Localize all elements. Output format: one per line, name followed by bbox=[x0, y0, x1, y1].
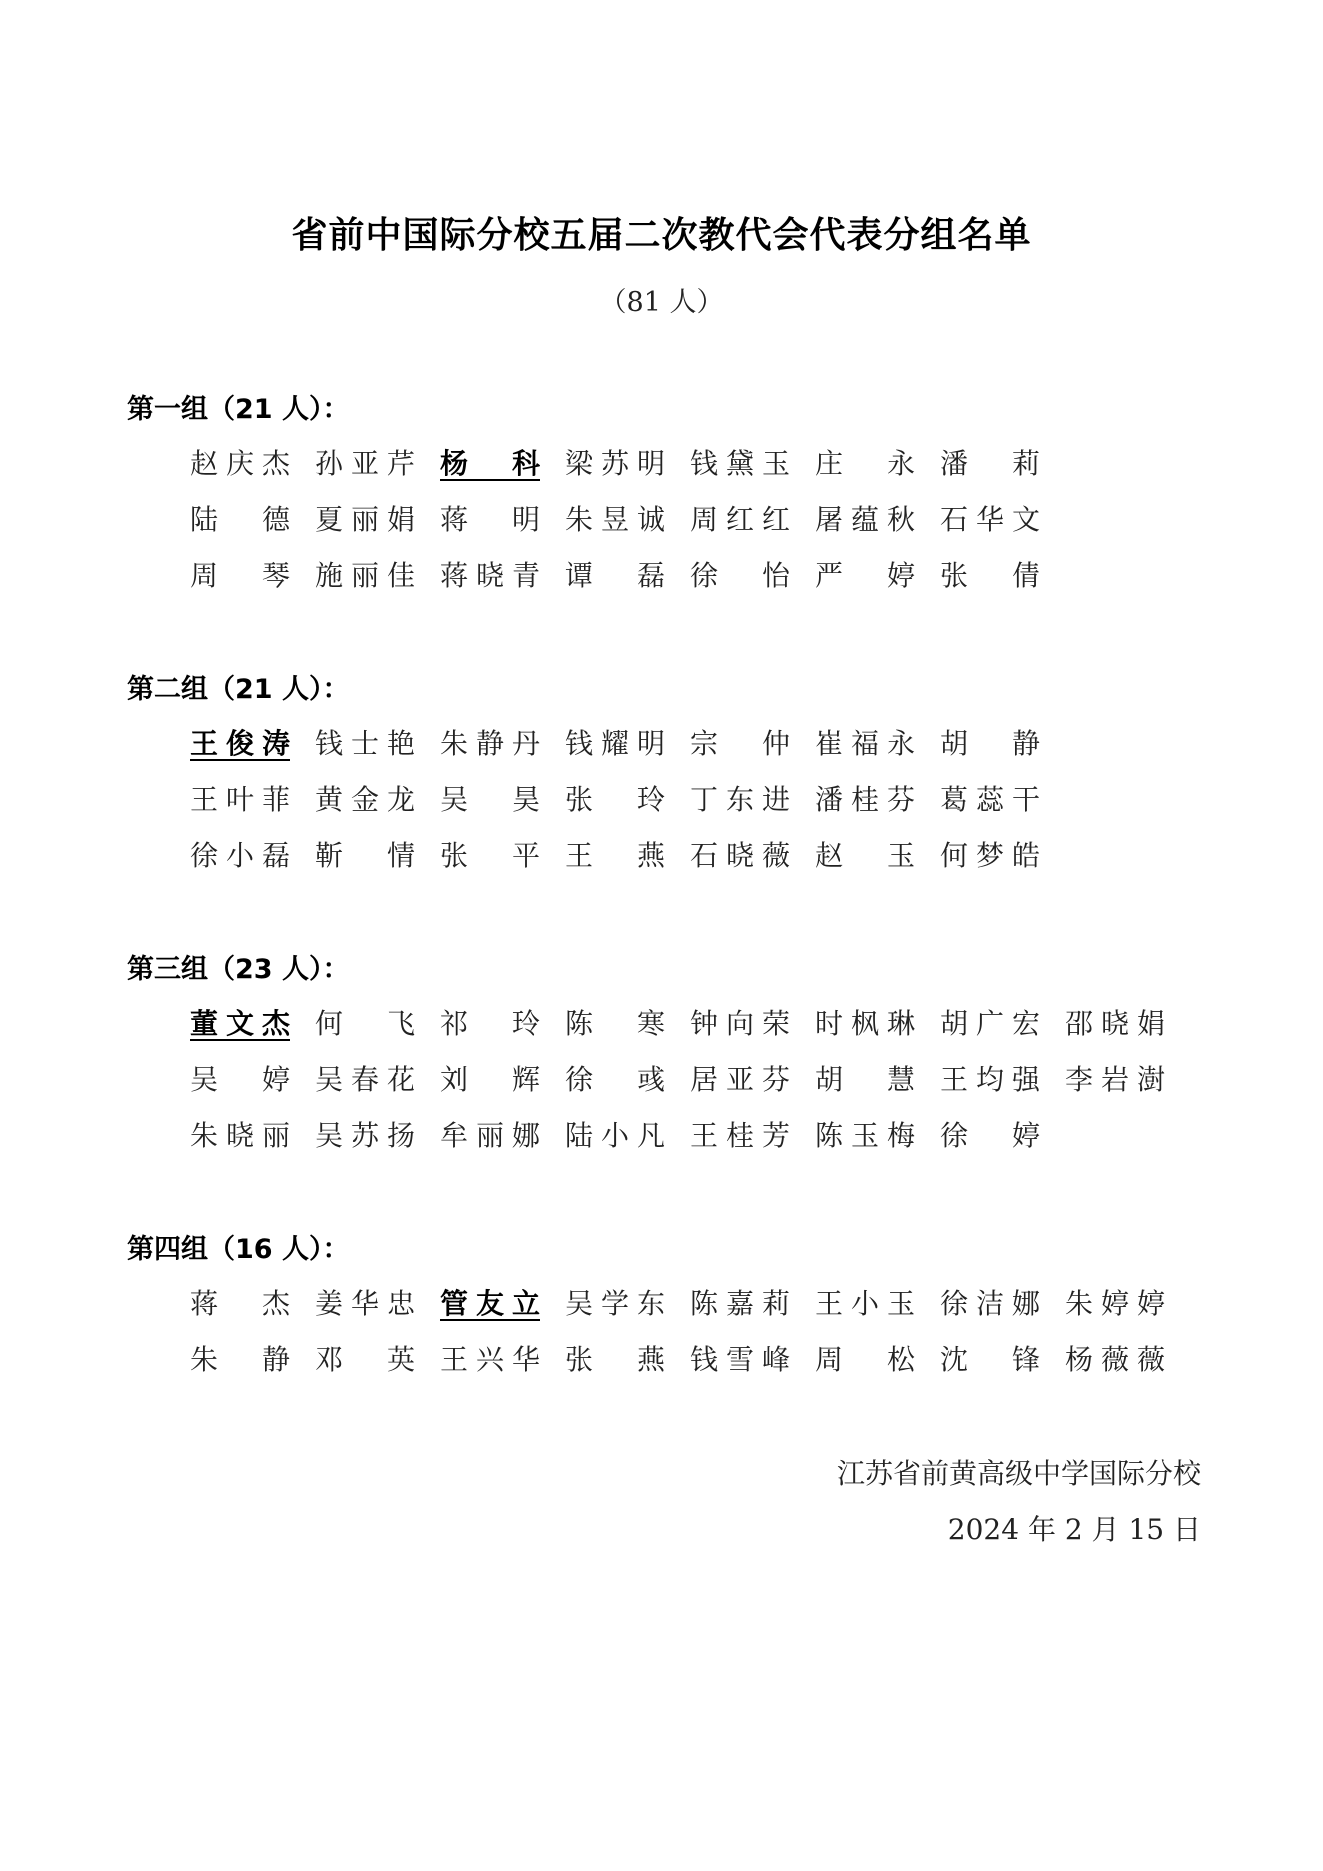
member-row bbox=[190, 780, 1227, 836]
member-name: 潘桂芬 bbox=[815, 783, 915, 816]
member-name: 吴 婷 bbox=[190, 1063, 290, 1096]
member-name: 祁 玲 bbox=[440, 1007, 540, 1040]
member-name: 王叶菲 bbox=[190, 783, 290, 816]
issuing-organization: 江苏省前黄高级中学国际分校 bbox=[836, 1457, 1201, 1490]
member-row bbox=[190, 1060, 1227, 1116]
member-name: 张 平 bbox=[440, 839, 540, 872]
member-name: 徐小磊 bbox=[190, 839, 290, 872]
member-name: 吴春花 bbox=[315, 1063, 415, 1096]
member-name: 周 松 bbox=[815, 1343, 915, 1376]
member-name: 牟丽娜 bbox=[440, 1119, 540, 1152]
member-name: 钱黛玉 bbox=[690, 447, 790, 480]
member-row bbox=[190, 1116, 1227, 1172]
member-name: 潘 莉 bbox=[940, 447, 1040, 480]
member-name: 徐 怡 bbox=[690, 559, 790, 592]
total-count: （81 人） bbox=[599, 287, 724, 318]
member-name: 赵庆杰 bbox=[190, 447, 290, 480]
member-name: 陈玉梅 bbox=[815, 1119, 915, 1152]
member-row bbox=[190, 444, 1227, 500]
member-name: 何 飞 bbox=[315, 1007, 415, 1040]
member-name: 张 玲 bbox=[565, 783, 665, 816]
member-name: 居亚芬 bbox=[690, 1063, 790, 1096]
member-name: 陆 德 bbox=[190, 503, 290, 536]
member-name: 朱晓丽 bbox=[190, 1119, 290, 1152]
group-leader-name: 王俊涛 bbox=[190, 727, 290, 760]
member-name: 陈嘉莉 bbox=[690, 1287, 790, 1320]
group-heading: 第二组（21 人）： bbox=[127, 674, 350, 705]
member-row bbox=[190, 1340, 1227, 1396]
member-name: 陆小凡 bbox=[565, 1119, 665, 1152]
member-name: 施丽佳 bbox=[315, 559, 415, 592]
group-section bbox=[127, 670, 1227, 892]
member-row bbox=[190, 556, 1227, 612]
member-name: 钱耀明 bbox=[565, 727, 665, 760]
member-row bbox=[190, 1004, 1227, 1060]
member-name: 王均强 bbox=[940, 1063, 1040, 1096]
member-name: 钟向荣 bbox=[690, 1007, 790, 1040]
group-leader-name: 杨 科 bbox=[440, 447, 540, 480]
member-name: 黄金龙 bbox=[315, 783, 415, 816]
page-title: 省前中国际分校五届二次教代会代表分组名单 bbox=[291, 215, 1032, 256]
member-name: 严 婷 bbox=[815, 559, 915, 592]
member-name: 谭 磊 bbox=[565, 559, 665, 592]
member-name: 杨薇薇 bbox=[1065, 1343, 1165, 1376]
member-name: 时枫琳 bbox=[815, 1007, 915, 1040]
member-name: 王 燕 bbox=[565, 839, 665, 872]
member-row bbox=[190, 724, 1227, 780]
member-name: 周红红 bbox=[690, 503, 790, 536]
member-name: 王兴华 bbox=[440, 1343, 540, 1376]
member-name: 赵 玉 bbox=[815, 839, 915, 872]
member-name: 屠蕴秋 bbox=[815, 503, 915, 536]
member-name: 邵晓娟 bbox=[1065, 1007, 1165, 1040]
member-name: 徐洁娜 bbox=[940, 1287, 1040, 1320]
member-name: 朱昱诚 bbox=[565, 503, 665, 536]
member-row bbox=[190, 836, 1227, 892]
member-name: 胡广宏 bbox=[940, 1007, 1040, 1040]
member-name: 梁苏明 bbox=[565, 447, 665, 480]
member-name: 周 琴 bbox=[190, 559, 290, 592]
member-name: 石华文 bbox=[940, 503, 1040, 536]
member-name: 钱士艳 bbox=[315, 727, 415, 760]
member-name: 王小玉 bbox=[815, 1287, 915, 1320]
member-name: 吴苏扬 bbox=[315, 1119, 415, 1152]
member-name: 吴 昊 bbox=[440, 783, 540, 816]
group-leader-name: 董文杰 bbox=[190, 1007, 290, 1040]
member-name: 钱雪峰 bbox=[690, 1343, 790, 1376]
member-row bbox=[190, 1284, 1227, 1340]
group-section bbox=[127, 1230, 1227, 1396]
member-name: 靳 情 bbox=[315, 839, 415, 872]
member-name: 孙亚芹 bbox=[315, 447, 415, 480]
member-name: 胡 静 bbox=[940, 727, 1040, 760]
member-name: 徐 彧 bbox=[565, 1063, 665, 1096]
member-name: 张 燕 bbox=[565, 1343, 665, 1376]
member-name: 邓 英 bbox=[315, 1343, 415, 1376]
member-name: 朱静丹 bbox=[440, 727, 540, 760]
member-name: 姜华忠 bbox=[315, 1287, 415, 1320]
member-name: 李岩澍 bbox=[1065, 1063, 1165, 1096]
member-name: 蒋 明 bbox=[440, 503, 540, 536]
member-name: 石晓薇 bbox=[690, 839, 790, 872]
group-heading: 第四组（16 人）： bbox=[127, 1234, 350, 1265]
member-name: 朱婷婷 bbox=[1065, 1287, 1165, 1320]
member-name: 胡 慧 bbox=[815, 1063, 915, 1096]
member-name: 徐 婷 bbox=[940, 1119, 1040, 1152]
group-leader-name: 管友立 bbox=[440, 1287, 540, 1320]
member-row bbox=[190, 500, 1227, 556]
member-name: 何梦皓 bbox=[940, 839, 1040, 872]
group-section bbox=[127, 390, 1227, 612]
member-name: 宗 仲 bbox=[690, 727, 790, 760]
member-name: 蒋 杰 bbox=[190, 1287, 290, 1320]
member-name: 丁东进 bbox=[690, 783, 790, 816]
member-name: 崔福永 bbox=[815, 727, 915, 760]
member-name: 夏丽娟 bbox=[315, 503, 415, 536]
member-name: 张 倩 bbox=[940, 559, 1040, 592]
member-name: 王桂芳 bbox=[690, 1119, 790, 1152]
member-name: 蒋晓青 bbox=[440, 559, 540, 592]
member-name: 庄 永 bbox=[815, 447, 915, 480]
member-name: 陈 寒 bbox=[565, 1007, 665, 1040]
member-name: 吴学东 bbox=[565, 1287, 665, 1320]
member-name: 沈 锋 bbox=[940, 1343, 1040, 1376]
member-name: 刘 辉 bbox=[440, 1063, 540, 1096]
member-name: 朱 静 bbox=[190, 1343, 290, 1376]
issue-date: 2024 年 2 月 15 日 bbox=[947, 1513, 1201, 1546]
member-name: 葛蕊干 bbox=[940, 783, 1040, 816]
group-heading: 第一组（21 人）： bbox=[127, 394, 350, 425]
group-section bbox=[127, 950, 1227, 1172]
group-heading: 第三组（23 人）： bbox=[127, 954, 350, 985]
